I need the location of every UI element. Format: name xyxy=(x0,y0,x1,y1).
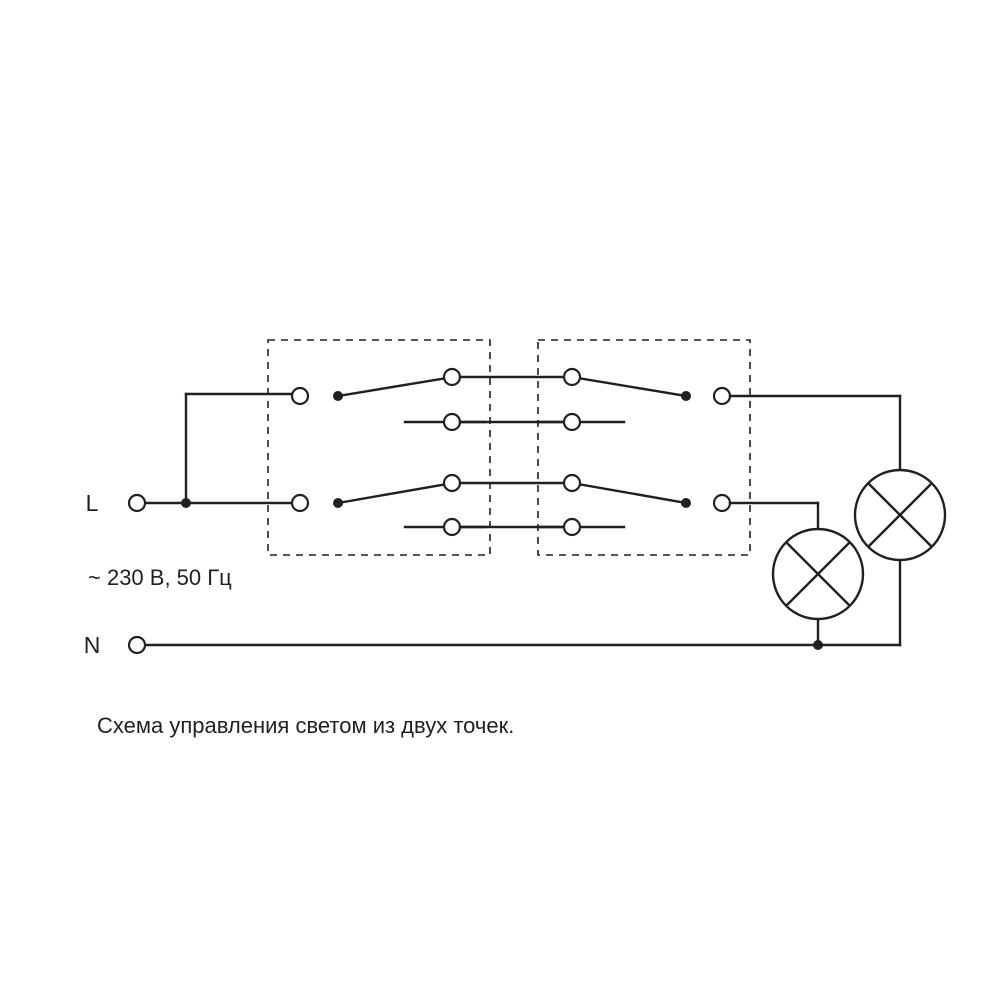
supply-spec-text: ~ 230 В, 50 Гц xyxy=(88,565,232,590)
neutral-junction-dot xyxy=(813,640,823,650)
switch-1-traveller-2-terminal xyxy=(444,414,460,430)
neutral-terminal xyxy=(129,637,145,653)
line-label: L xyxy=(85,490,99,516)
switch-1-traveller-4-terminal xyxy=(444,519,460,535)
switch-2-lower-pivot xyxy=(681,498,691,508)
switch-2-traveller-1-terminal xyxy=(564,369,580,385)
switch-2-traveller-4-terminal xyxy=(564,519,580,535)
switch-2-common-upper-terminal xyxy=(714,388,730,404)
line-terminal xyxy=(129,495,145,511)
switch-2-traveller-3-terminal xyxy=(564,475,580,491)
switch-2[interactable] xyxy=(538,369,730,535)
line-supply-wire xyxy=(145,394,300,503)
switch-1-traveller-3-terminal xyxy=(444,475,460,491)
switch-1-traveller-1-terminal xyxy=(444,369,460,385)
switch-1-common-upper-terminal xyxy=(292,388,308,404)
switch-2-upper-pivot xyxy=(681,391,691,401)
switch-2-traveller-2-terminal xyxy=(564,414,580,430)
switch-2-common-lower-terminal xyxy=(714,495,730,511)
switch-1-lower-pivot xyxy=(333,498,343,508)
line-junction-dot xyxy=(181,498,191,508)
switch-1-common-lower-terminal xyxy=(292,495,308,511)
lamp-2 xyxy=(855,470,945,560)
traveller-wires xyxy=(460,377,566,527)
neutral-rail xyxy=(145,640,900,650)
diagram-caption: Схема управления светом из двух точек. xyxy=(97,713,515,738)
switch-1-upper-pivot xyxy=(333,391,343,401)
lamp-1 xyxy=(773,529,863,619)
neutral-label: N xyxy=(83,632,101,658)
switch-1[interactable] xyxy=(292,369,485,535)
